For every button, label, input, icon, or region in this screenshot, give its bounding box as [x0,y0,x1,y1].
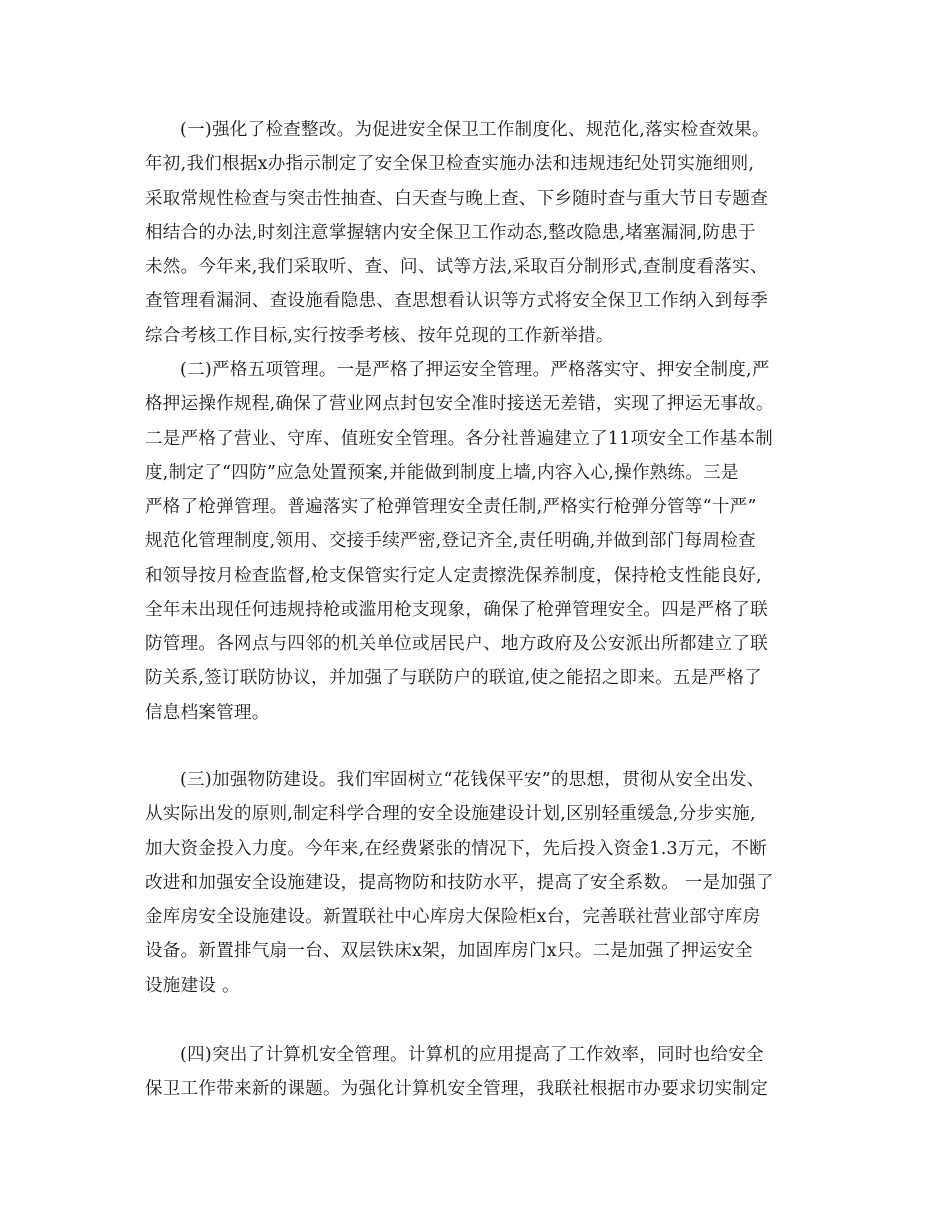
paragraph-line: 信息档案管理。 [145,703,270,723]
paragraph-line: 保卫工作带来新的课题。为强化计算机安全管理，我联社根据市办要求切实制定 [145,1079,768,1099]
paragraph-line: 防关系,签订联防协议，并加强了与联防户的联谊,使之能招之即来。五是严格了 [145,668,762,688]
paragraph-line: 查管理看漏洞、查设施看隐患、查思想看认识等方式将安全保卫工作纳入到每季 [145,291,768,311]
paragraph-line: 金库房安全设施建设。新置联社中心库房大保险柜x台，完善联社营业部守库房 [145,907,761,927]
paragraph-line: 从实际出发的原则,制定科学合理的安全设施建设计划,区别轻重缓急,分步实施, [145,804,756,824]
paragraph-line: 格押运操作规程,确保了营业网点封包安全准时接送无差错，实现了押运无事故。 [145,394,774,414]
paragraph-line: 设施建设 。 [145,976,240,996]
paragraph-line: 度,制定了“四防”应急处置预案,并能做到制度上墙,内容入心,操作熟练。三是 [145,463,739,483]
paragraph-line: 规范化管理制度,领用、交接手续严密,登记齐全,责任明确,并做到部门每周检查 [145,531,756,551]
paragraph-line: 严格了枪弹管理。普遍落实了枪弹管理安全责任制,严格实行枪弹分管等“十严” [145,497,757,517]
paragraph-line: 采取常规性检查与突击性抽查、白天查与晚上查、下乡随时查与重大节日专题查 [145,189,768,209]
paragraph-line: 年初,我们根据x办指示制定了安全保卫检查实施办法和违规违纪处罚实施细则, [145,154,755,174]
paragraph-first-line: (一)强化了检查整改。为促进安全保卫工作制度化、规范化,落实检查效果。 [180,120,770,140]
paragraph-first-line: (三)加强物防建设。我们牢固树立“花钱保平安”的思想，贯彻从安全出发、 [180,770,765,790]
paragraph-line: 二是严格了营业、守库、值班安全管理。各分社普遍建立了11项安全工作基本制 [145,429,774,449]
paragraph-line: 设备。新置排气扇一台、双层铁床x架，加固库房门x只。二是加强了押运安全 [145,941,753,961]
paragraph-line: 和领导按月检查监督,枪支保管实行定人定责擦洗保养制度，保持枪支性能良好, [145,566,762,586]
paragraph-line: 防管理。各网点与四邻的机关单位或居民户、地方政府及公安派出所都建立了联 [145,634,768,654]
paragraph-line: 加大资金投入力度。今年来,在经费紧张的情况下，先后投入资金1.3万元，不断 [145,839,767,859]
paragraph-line: 未然。今年来,我们采取听、查、问、试等方法,采取百分制形式,查制度看落实、 [145,257,768,277]
paragraph-line: 改进和加强安全设施建设，提高物防和技防水平，提高了安全系数。 一是加强了 [145,873,774,893]
paragraph-line: 相结合的办法,时刻注意掌握辖内安全保卫工作动态,整改隐患,堵塞漏洞,防患于 [145,223,756,243]
paragraph-line: 综合考核工作目标,实行按季考核、按年兑现的工作新举措。 [145,326,614,346]
paragraph-first-line: (二)严格五项管理。一是严格了押运安全管理。严格落实守、押安全制度,严 [180,360,770,380]
paragraph-line: 全年未出现任何违规持枪或滥用枪支现象，确保了枪弹管理安全。四是严格了联 [145,600,768,620]
paragraph-first-line: (四)突出了计算机安全管理。计算机的应用提高了工作效率，同时也给安全 [180,1045,764,1065]
